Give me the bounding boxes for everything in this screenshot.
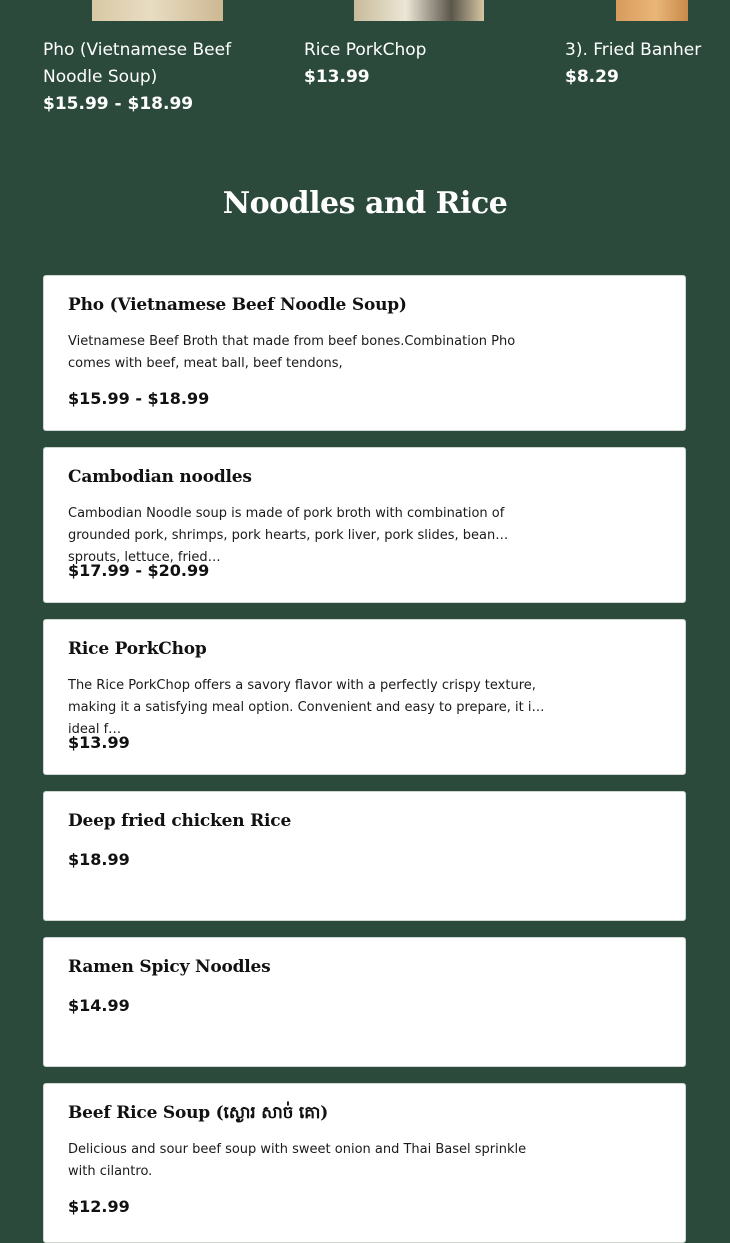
featured-item-name[interactable]: Pho (Vietnamese Beef Noodle Soup) xyxy=(43,40,232,87)
menu-item-price: $12.99 xyxy=(68,1197,130,1216)
featured-item[interactable] xyxy=(565,0,702,130)
menu-item-title: Ramen Spicy Noodles xyxy=(68,957,271,977)
menu-item-card[interactable] xyxy=(43,791,686,921)
featured-carousel xyxy=(0,0,730,130)
menu-item-description: The Rice PorkChop offers a savory flavor with a perfectly crispy texture, making it a satisfying meal option. Convenient and easy to prepare, it is ideal f… xyxy=(68,678,539,737)
featured-item-name[interactable]: 3). Fried Banher xyxy=(565,40,702,60)
featured-item-price: $15.99 - $18.99 xyxy=(43,94,194,114)
featured-item-image[interactable] xyxy=(616,0,688,21)
featured-item-price: $13.99 xyxy=(304,67,370,87)
menu-item-title: Beef Rice Soup (ស្ងោរ សាច់ គោ) xyxy=(68,1103,329,1123)
menu-item-price: $15.99 - $18.99 xyxy=(68,389,210,408)
section-title: Noodles and Rice xyxy=(222,186,508,221)
menu-item-price: $13.99 xyxy=(68,733,130,752)
featured-item-price: $8.29 xyxy=(565,67,619,87)
menu-item-title: Pho (Vietnamese Beef Noodle Soup) xyxy=(68,295,407,315)
menu-item-price: $18.99 xyxy=(68,850,130,869)
menu-item-description: Vietnamese Beef Broth that made from beef bones.Combination Pho comes with beef, meat ball, beef tendons, xyxy=(68,334,516,371)
featured-item-image[interactable] xyxy=(354,0,484,21)
menu-item-description: Cambodian Noodle soup is made of pork broth with combination of grounded pork, shrimps, pork hearts, pork liver, pork slides, bean sprouts, lettuce, fried… xyxy=(68,506,505,565)
menu-item-card[interactable] xyxy=(43,275,686,431)
featured-item-image[interactable] xyxy=(92,0,223,21)
menu-item-card[interactable] xyxy=(43,937,686,1067)
menu-item-title: Rice PorkChop xyxy=(68,639,207,659)
menu-item-title: Cambodian noodles xyxy=(68,467,252,487)
menu-item-title: Deep fried chicken Rice xyxy=(68,811,292,831)
menu-item-card[interactable] xyxy=(43,1083,686,1243)
menu-item-price: $17.99 - $20.99 xyxy=(68,561,210,580)
menu-item-card[interactable] xyxy=(43,447,686,603)
menu-item-description: Delicious and sour beef soup with sweet onion and Thai Basel sprinkle with cilantro. xyxy=(68,1142,527,1179)
featured-item-name[interactable]: Rice PorkChop xyxy=(304,40,427,60)
menu-item-card[interactable] xyxy=(43,619,686,775)
menu-item-price: $14.99 xyxy=(68,996,130,1015)
